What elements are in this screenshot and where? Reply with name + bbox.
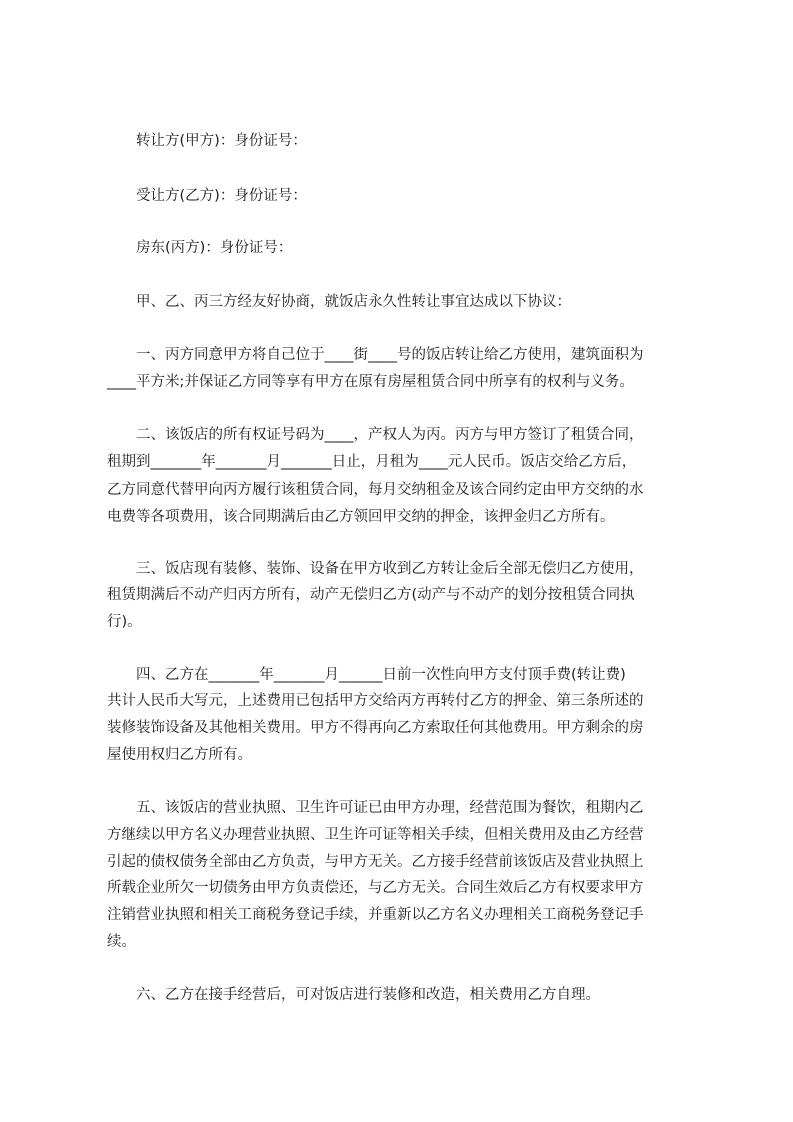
clause-2-line-4: 电费等各项费用，该合同期满后由乙方领回甲交纳的押金，该押金归乙方所有。 bbox=[107, 509, 615, 525]
clause-5-line-5: 注销营业执照和相关工商税务登记手续，并重新以乙方名义办理相关工商税务登记手 bbox=[107, 907, 644, 923]
clause-2-line-3: 乙方同意代替甲向丙方履行该租赁合同，每月交纳租金及该合同约定由甲方交纳的水 bbox=[107, 482, 644, 498]
landlord-line: 房东(丙方)：身份证号： bbox=[136, 240, 293, 256]
clause-3-line-3: 行)。 bbox=[107, 614, 142, 630]
clause-4-line-4: 屋使用权归乙方所有。 bbox=[107, 747, 252, 763]
transferee-line: 受让方(乙方)：身份证号： bbox=[136, 188, 307, 204]
transferor-line: 转让方(甲方)：身份证号： bbox=[136, 133, 307, 149]
clause-3-line-2: 租赁期满后不动产归丙方所有，动产无偿归乙方(动产与不动产的划分按租赁合同执 bbox=[107, 587, 635, 603]
intro-paragraph: 甲、乙、丙三方经友好协商，就饭店永久性转让事宜达成以下协议： bbox=[136, 294, 571, 310]
clause-4-line-2: 共计人民币大写元，上述费用已包括甲方交给丙方再转付乙方的押金、第三条所述的 bbox=[107, 693, 644, 709]
clause-5-line-4: 所载企业所欠一切债务由甲方负责偿还，与乙方无关。合同生效后乙方有权要求甲方 bbox=[107, 880, 644, 896]
clause-5-line-6: 续。 bbox=[107, 934, 136, 950]
clause-4-line-1: 四、乙方在_______年_______月______日前一次性向甲方支付顶手费(转让费) bbox=[136, 667, 626, 683]
clause-2-line-2: 租期到_______年_______月_______日止，月租为____元人民币。饭店交给乙方后， bbox=[107, 454, 637, 470]
clause-1-line-2: ____平方米;并保证乙方同等享有甲方在原有房屋租赁合同中所享有的权利与义务。 bbox=[107, 374, 634, 390]
clause-5-line-3: 引起的债权债务全部由乙方负责，与甲方无关。乙方接手经营前该饭店及营业执照上 bbox=[107, 854, 644, 870]
clause-5-line-1: 五、该饭店的营业执照、卫生许可证已由甲方办理，经营范围为餐饮，租期内乙 bbox=[136, 800, 644, 816]
clause-2-line-1: 二、该饭店的所有权证号码为____，产权人为丙。丙方与甲方签订了租赁合同， bbox=[136, 427, 644, 443]
clause-4-line-3: 装修装饰设备及其他相关费用。甲方不得再向乙方索取任何其他费用。甲方剩余的房 bbox=[107, 720, 644, 736]
clause-5-line-2: 方继续以甲方名义办理营业执照、卫生许可证等相关手续，但相关费用及由乙方经营 bbox=[107, 827, 644, 843]
clause-6-paragraph: 六、乙方在接手经营后，可对饭店进行装修和改造，相关费用乙方自理。 bbox=[136, 987, 600, 1003]
clause-1-line-1: 一、丙方同意甲方将自己位于____街____号的饭店转让给乙方使用，建筑面积为 bbox=[136, 347, 644, 363]
clause-3-line-1: 三、饭店现有装修、装饰、设备在甲方收到乙方转让金后全部无偿归乙方使用， bbox=[136, 561, 644, 577]
